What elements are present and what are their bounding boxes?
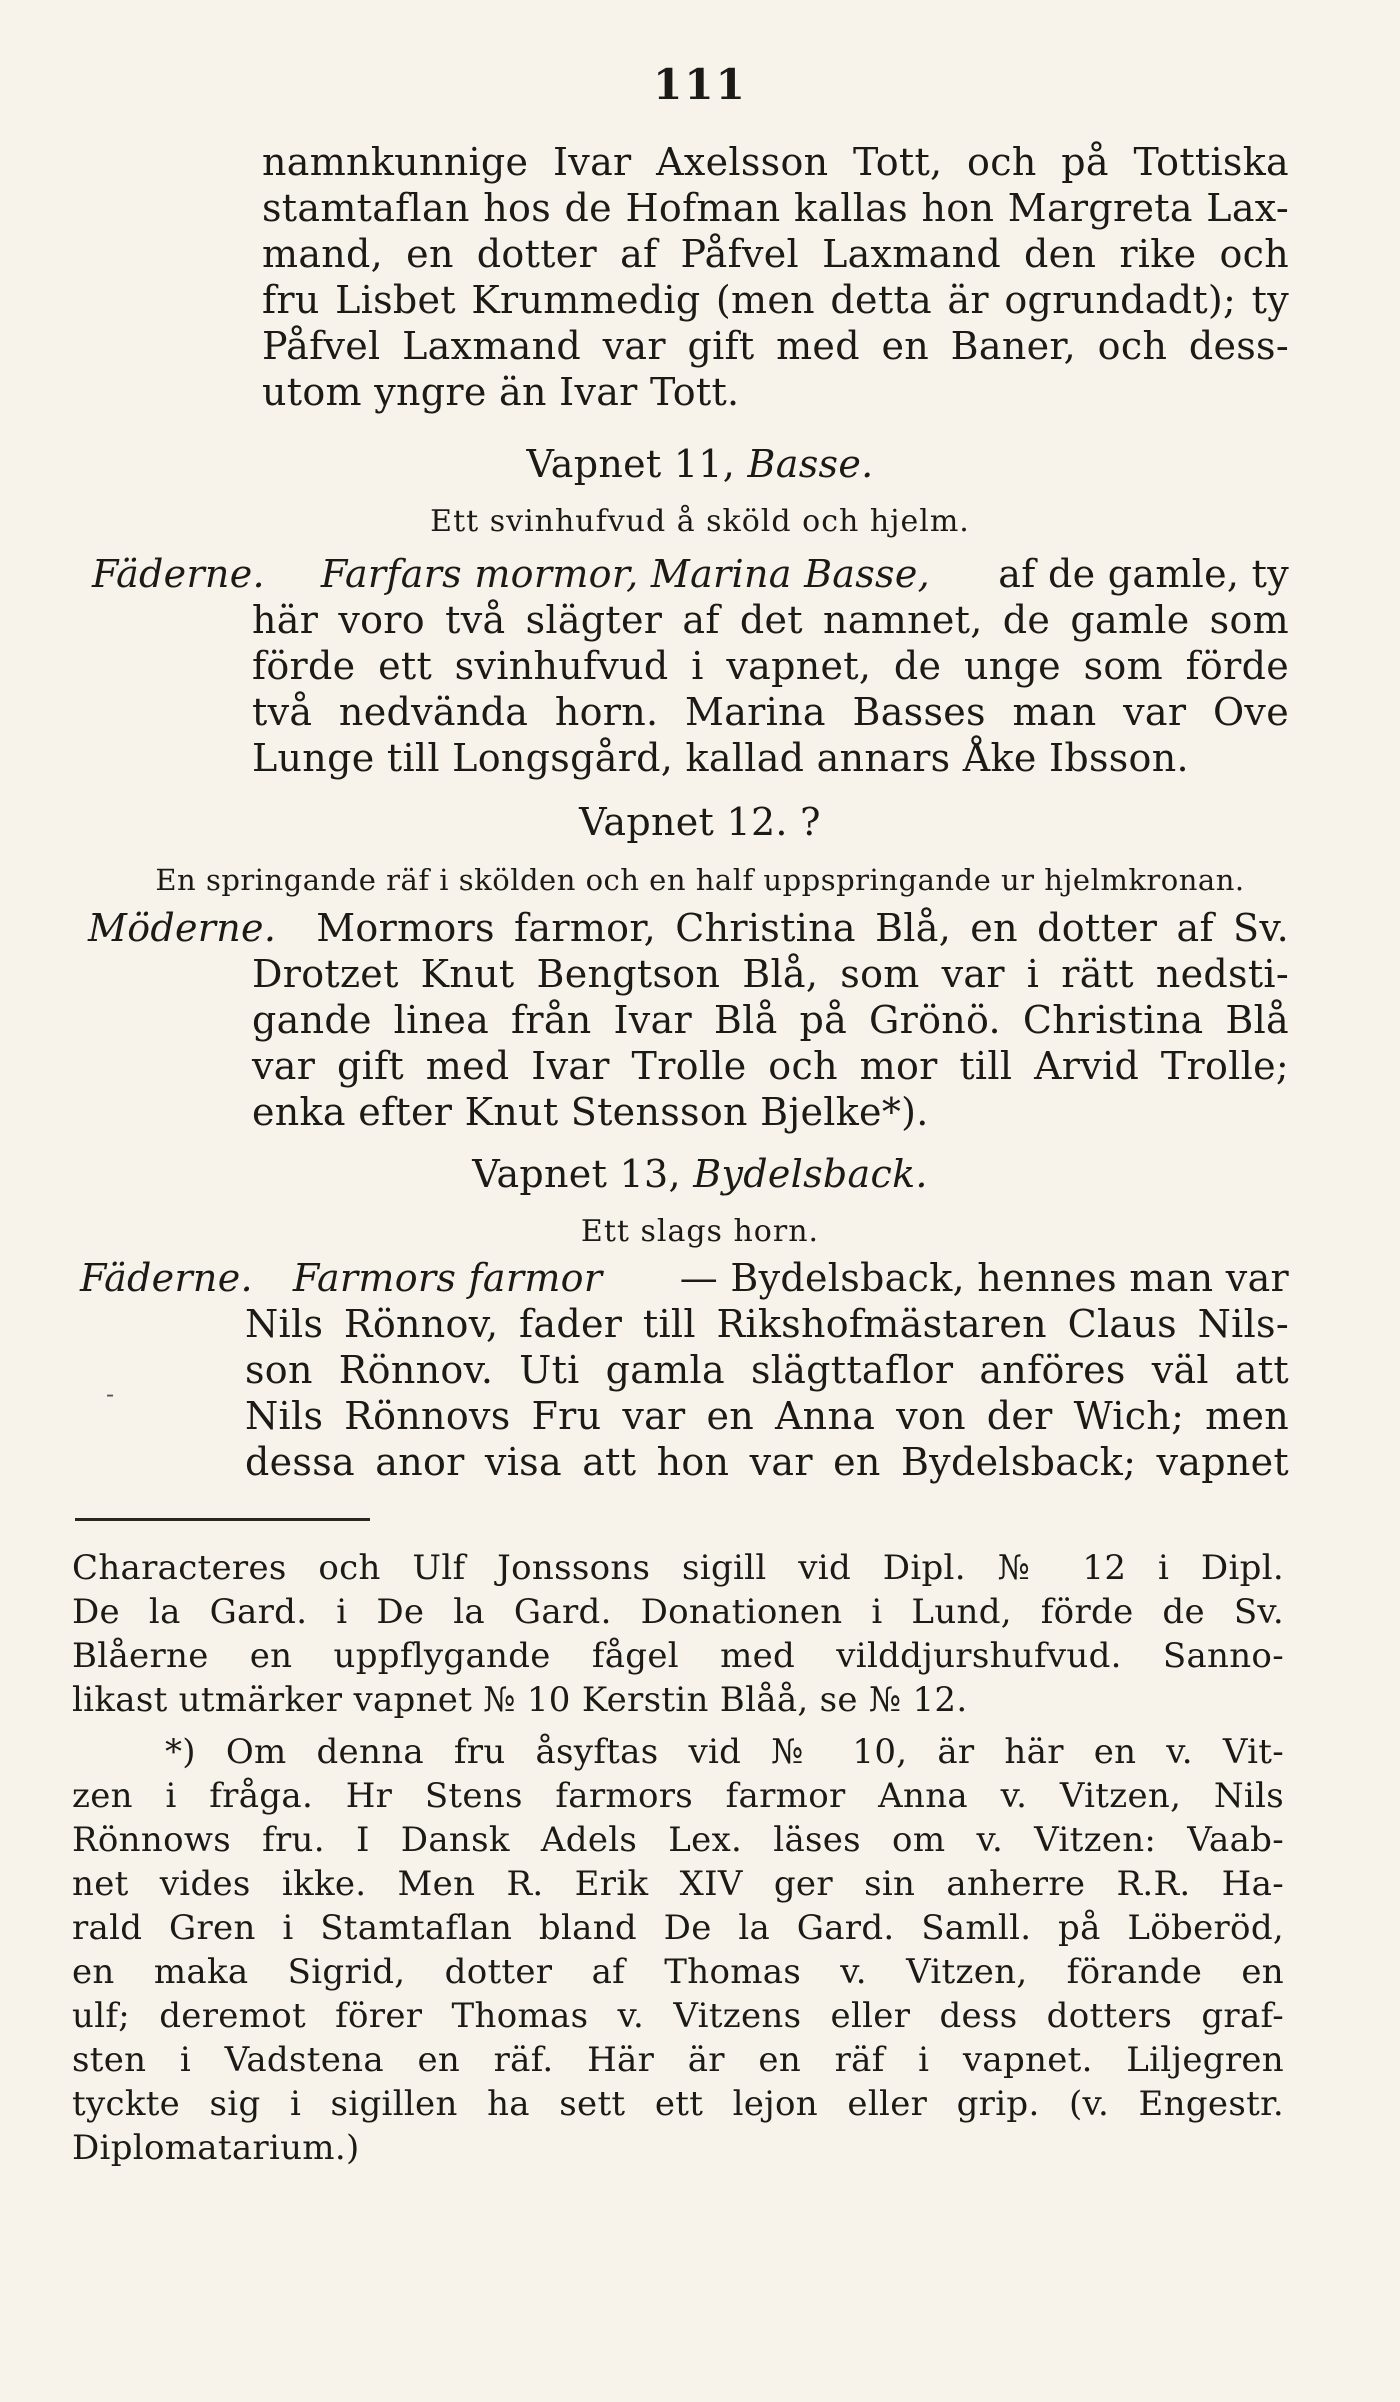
body-line: namnkunnige Ivar Axelsson Tott, och på Tottiska xyxy=(262,140,1289,184)
footnote-line: Blåerne en uppflygande fågel med vilddjurshufvud. Sanno- xyxy=(72,1636,1284,1676)
arms-heading-11 xyxy=(0,442,1400,486)
arms-heading-13 xyxy=(0,1152,1400,1196)
lineage-label: Möderne. xyxy=(88,906,277,950)
body-line: mand, en dotter af Påfvel Laxmand den rike och xyxy=(262,232,1289,276)
arms-description-12: En springande räf i skölden och en half uppspringande ur hjelmkronan. xyxy=(155,863,1245,897)
body-text: af de gamle, ty xyxy=(998,552,1289,596)
body-line xyxy=(92,552,1289,596)
footnote-line: ulf; deremot förer Thomas v. Vitzens eller dess dotters graf- xyxy=(72,1996,1284,2036)
lineage-label: Fäderne. xyxy=(92,552,265,596)
body-line: stamtaflan hos de Hofman kallas hon Margreta Lax- xyxy=(262,186,1289,230)
footnote-line: Rönnows fru. I Dansk Adels Lex. läses om v. Vitzen: Vaab- xyxy=(72,1820,1284,1860)
footnote-rule xyxy=(75,1518,370,1521)
arms-heading-name: Bydelsback. xyxy=(693,1152,928,1196)
arms-heading-12: Vapnet 12. ? xyxy=(579,800,821,844)
ancestor-name: Farmors farmor xyxy=(292,1256,603,1300)
arms-heading-name: Basse. xyxy=(747,442,874,486)
footnote-line: Diplomatarium.) xyxy=(72,2128,360,2168)
body-line: förde ett svinhufvud i vapnet, de unge som förde xyxy=(252,644,1289,688)
arms-description-11: Ett svinhufvud å sköld och hjelm. xyxy=(430,504,970,539)
body-line: Drotzet Knut Bengtson Blå, som var i rätt nedsti- xyxy=(252,952,1289,996)
body-line: utom yngre än Ivar Tott. xyxy=(262,370,740,414)
body-text: — Bydelsback, hennes man var xyxy=(679,1256,1289,1300)
footnote-line: net vides ikke. Men R. Erik XIV ger sin anherre R.R. Ha- xyxy=(72,1864,1284,1904)
footnote-line: sten i Vadstena en räf. Här är en räf i vapnet. Liljegren xyxy=(72,2040,1284,2080)
page-number: 111 xyxy=(653,60,747,109)
body-line: enka efter Knut Stensson Bjelke*). xyxy=(252,1090,929,1134)
ancestor-name: Farfars mormor, Marina Basse, xyxy=(320,552,931,596)
body-line: Nils Rönnov, fader till Rikshofmästaren Claus Nils- xyxy=(245,1302,1289,1346)
body-line: två nedvända horn. Marina Basses man var Ove xyxy=(252,690,1289,734)
footnote-line: en maka Sigrid, dotter af Thomas v. Vitzen, förande en xyxy=(72,1952,1284,1992)
margin-dot: - xyxy=(106,1380,115,1408)
body-line: gande linea från Ivar Blå på Grönö. Christina Blå xyxy=(252,998,1289,1042)
footnote-line: rald Gren i Stamtaflan bland De la Gard. Samll. på Löberöd, xyxy=(72,1908,1284,1948)
body-line xyxy=(88,906,1289,950)
body-line: Påfvel Laxmand var gift med en Baner, och dess- xyxy=(262,324,1289,368)
footnote-line: De la Gard. i De la Gard. Donationen i Lund, förde de Sv. xyxy=(72,1592,1284,1632)
footnote-line: *) Om denna fru åsyftas vid № 10, är här en v. Vit- xyxy=(165,1732,1284,1772)
body-line: Lunge till Longsgård, kallad annars Åke Ibsson. xyxy=(252,736,1189,780)
lineage-label: Fäderne. xyxy=(80,1256,253,1300)
body-line: Nils Rönnovs Fru var en Anna von der Wich; men xyxy=(245,1394,1289,1438)
arms-heading-prefix: Vapnet 11, xyxy=(526,442,748,486)
body-line: dessa anor visa att hon var en Bydelsback; vapnet xyxy=(245,1440,1289,1484)
footnote-line: tyckte sig i sigillen ha sett ett lejon eller grip. (v. Engestr. xyxy=(72,2084,1284,2124)
footnote-line: likast utmärker vapnet № 10 Kerstin Blåå, se № 12. xyxy=(72,1680,968,1720)
body-line xyxy=(80,1256,1289,1300)
body-line: son Rönnov. Uti gamla slägttaflor anföres väl att xyxy=(245,1348,1289,1392)
body-line: här voro två slägter af det namnet, de gamle som xyxy=(252,598,1289,642)
arms-description-13: Ett slags horn. xyxy=(580,1214,820,1249)
body-text: Mormors farmor, Christina Blå, en dotter af Sv. xyxy=(316,906,1289,950)
footnote-line: Characteres och Ulf Jonssons sigill vid Dipl. № 12 i Dipl. xyxy=(72,1548,1284,1588)
footnote-line: zen i fråga. Hr Stens farmors farmor Anna v. Vitzen, Nils xyxy=(72,1776,1284,1816)
arms-heading-prefix: Vapnet 13, xyxy=(472,1152,694,1196)
body-line: var gift med Ivar Trolle och mor till Arvid Trolle; xyxy=(252,1044,1289,1088)
body-line: fru Lisbet Krummedig (men detta är ogrundadt); ty xyxy=(262,278,1289,322)
